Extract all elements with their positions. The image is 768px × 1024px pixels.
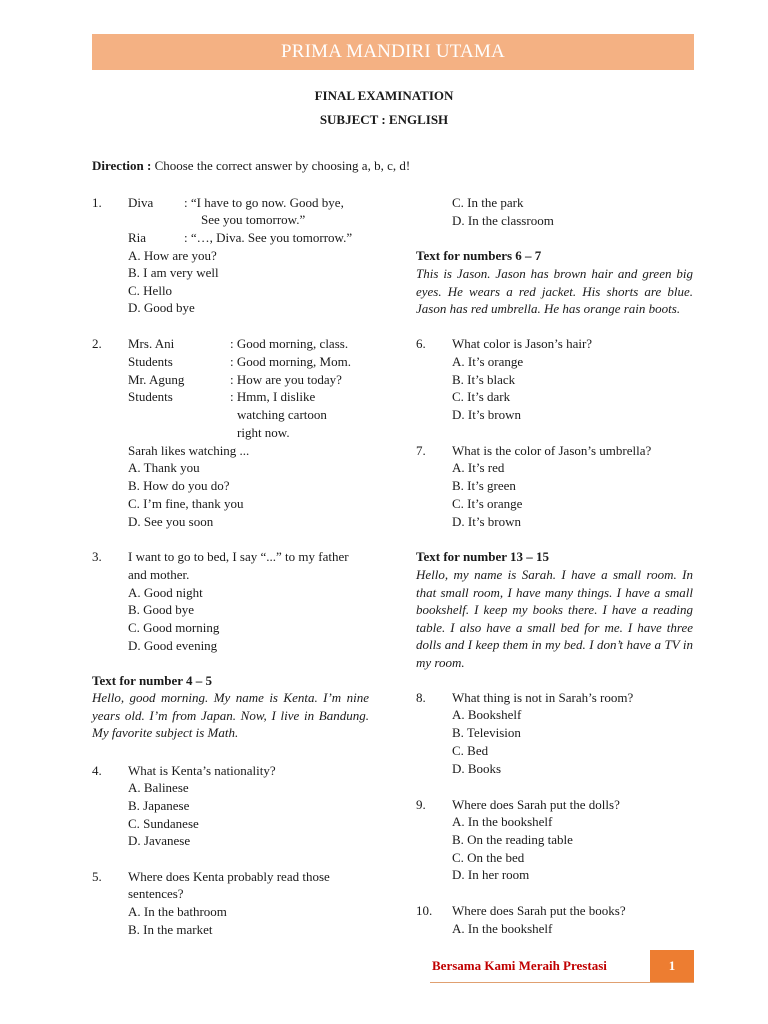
q1-option-a: A. How are you? (128, 248, 217, 263)
q5-stem-1: Where does Kenta probably read those (128, 869, 330, 884)
direction (92, 158, 410, 174)
text-13-15-heading: Text for number 13 – 15 (416, 549, 550, 564)
q6-option-a: A. It’s orange (452, 354, 524, 369)
q3-option-b: B. Good bye (128, 602, 195, 617)
q6-option-c: C. It’s dark (452, 389, 511, 404)
exam-subject: SUBJECT : ENGLISH (319, 112, 449, 127)
q1-line-1: : “I have to go now. Good bye, (184, 195, 344, 210)
text-6-7-body: This is Jason. Jason has brown hair and green big eyes. He wears a red jacket. His shorts are blue. Jason has red umbrella. He has orange rain boots. (416, 266, 693, 317)
q2-number: 2. (92, 336, 102, 351)
q9-number: 9. (416, 797, 426, 812)
q3-stem-1: I want to go to bed, I say “...” to my father (128, 549, 349, 564)
q4-option-b: B. Japanese (128, 798, 190, 813)
text-6-7-heading: Text for numbers 6 – 7 (416, 248, 542, 263)
q2-speaker-2: Students (128, 354, 173, 369)
q2-line-4: : Hmm, I dislike (230, 389, 316, 404)
q2-line-2: : Good morning, Mom. (230, 354, 351, 369)
q7-option-b: B. It’s green (452, 478, 516, 493)
q2-option-b: B. How do you do? (128, 478, 230, 493)
q7-stem: What is the color of Jason’s umbrella? (452, 443, 652, 458)
q8-option-a: A. Bookshelf (452, 707, 522, 722)
q5-number: 5. (92, 869, 102, 884)
q4-number: 4. (92, 763, 102, 778)
q8-option-b: B. Television (452, 725, 521, 740)
footer-divider (430, 982, 694, 983)
q3-option-c: C. Good morning (128, 620, 220, 635)
q1-option-c: C. Hello (128, 283, 173, 298)
q6-stem: What color is Jason’s hair? (452, 336, 593, 351)
q1-option-d: D. Good bye (128, 300, 195, 315)
direction-label: Direction : (92, 158, 152, 173)
q5-stem-2: sentences? (128, 886, 184, 901)
school-banner: PRIMA MANDIRI UTAMA (92, 34, 694, 70)
q2-speaker-4: Students (128, 389, 173, 404)
q5-option-b: B. In the market (128, 922, 213, 937)
q3-option-d: D. Good evening (128, 638, 218, 653)
q9-option-a: A. In the bookshelf (452, 814, 553, 829)
q5-option-c: C. In the park (452, 195, 524, 210)
q1-line-2: : “…, Diva. See you tomorrow.” (184, 230, 353, 245)
q2-speaker-1: Mrs. Ani (128, 336, 175, 351)
q8-number: 8. (416, 690, 426, 705)
exam-title: FINAL EXAMINATION (314, 88, 454, 103)
q8-option-c: C. Bed (452, 743, 489, 758)
q6-number: 6. (416, 336, 426, 351)
q9-option-c: C. On the bed (452, 850, 525, 865)
q5-option-d: D. In the classroom (452, 213, 554, 228)
q6-option-d: D. It’s brown (452, 407, 521, 422)
q10-option-a: A. In the bookshelf (452, 921, 553, 936)
q2-speaker-3: Mr. Agung (128, 372, 185, 387)
q9-option-b: B. On the reading table (452, 832, 573, 847)
q1-speaker-1: Diva (128, 195, 154, 210)
q10-stem: Where does Sarah put the books? (452, 903, 626, 918)
page-number: 1 (650, 950, 694, 982)
q1-number: 1. (92, 195, 102, 210)
q10-number: 10. (416, 903, 433, 918)
q4-stem: What is Kenta’s nationality? (128, 763, 276, 778)
q2-line-1: : Good morning, class. (230, 336, 349, 351)
q1-option-b: B. I am very well (128, 265, 219, 280)
q8-option-d: D. Books (452, 761, 502, 776)
q2-line-3: : How are you today? (230, 372, 342, 387)
q2-line-4c: right now. (237, 425, 290, 440)
q7-number: 7. (416, 443, 426, 458)
text-4-5-heading: Text for number 4 – 5 (92, 673, 213, 688)
q9-option-d: D. In her room (452, 867, 530, 882)
q2-option-c: C. I’m fine, thank you (128, 496, 244, 511)
q3-option-a: A. Good night (128, 585, 203, 600)
q8-stem: What thing is not in Sarah’s room? (452, 690, 634, 705)
q5-option-a: A. In the bathroom (128, 904, 227, 919)
q4-option-a: A. Balinese (128, 780, 189, 795)
q3-stem-2: and mother. (128, 567, 190, 582)
q2-option-a: A. Thank you (128, 460, 200, 475)
text-13-15-body: Hello, my name is Sarah. I have a small room. In that small room, I have many things. I have a small bookshelf. I keep my books there. I have a reading table. I also have a small bed for me. I have three dolls and I keep them in my bed. I don’t have a TV in my room. (416, 567, 693, 670)
q2-option-d: D. See you soon (128, 514, 214, 529)
q7-option-d: D. It’s brown (452, 514, 521, 529)
q6-option-b: B. It’s black (452, 372, 516, 387)
q4-option-c: C. Sundanese (128, 816, 199, 831)
q1-line-1b: See you tomorrow.” (201, 212, 306, 227)
text-4-5-body: Hello, good morning. My name is Kenta. I’m nine years old. I’m from Japan. Now, I live in Bandung. My favorite subject is Math. (92, 690, 369, 741)
q7-option-a: A. It’s red (452, 460, 505, 475)
q7-option-c: C. It’s orange (452, 496, 523, 511)
q3-number: 3. (92, 549, 102, 564)
footer-motto: Bersama Kami Meraih Prestasi (432, 958, 607, 973)
q2-stem: Sarah likes watching ... (128, 443, 250, 458)
q2-line-4b: watching cartoon (237, 407, 327, 422)
direction-text: Choose the correct answer by choosing a, b, c, d! (154, 158, 411, 173)
q9-stem: Where does Sarah put the dolls? (452, 797, 620, 812)
q4-option-d: D. Javanese (128, 833, 191, 848)
q1-speaker-2: Ria (128, 230, 147, 245)
